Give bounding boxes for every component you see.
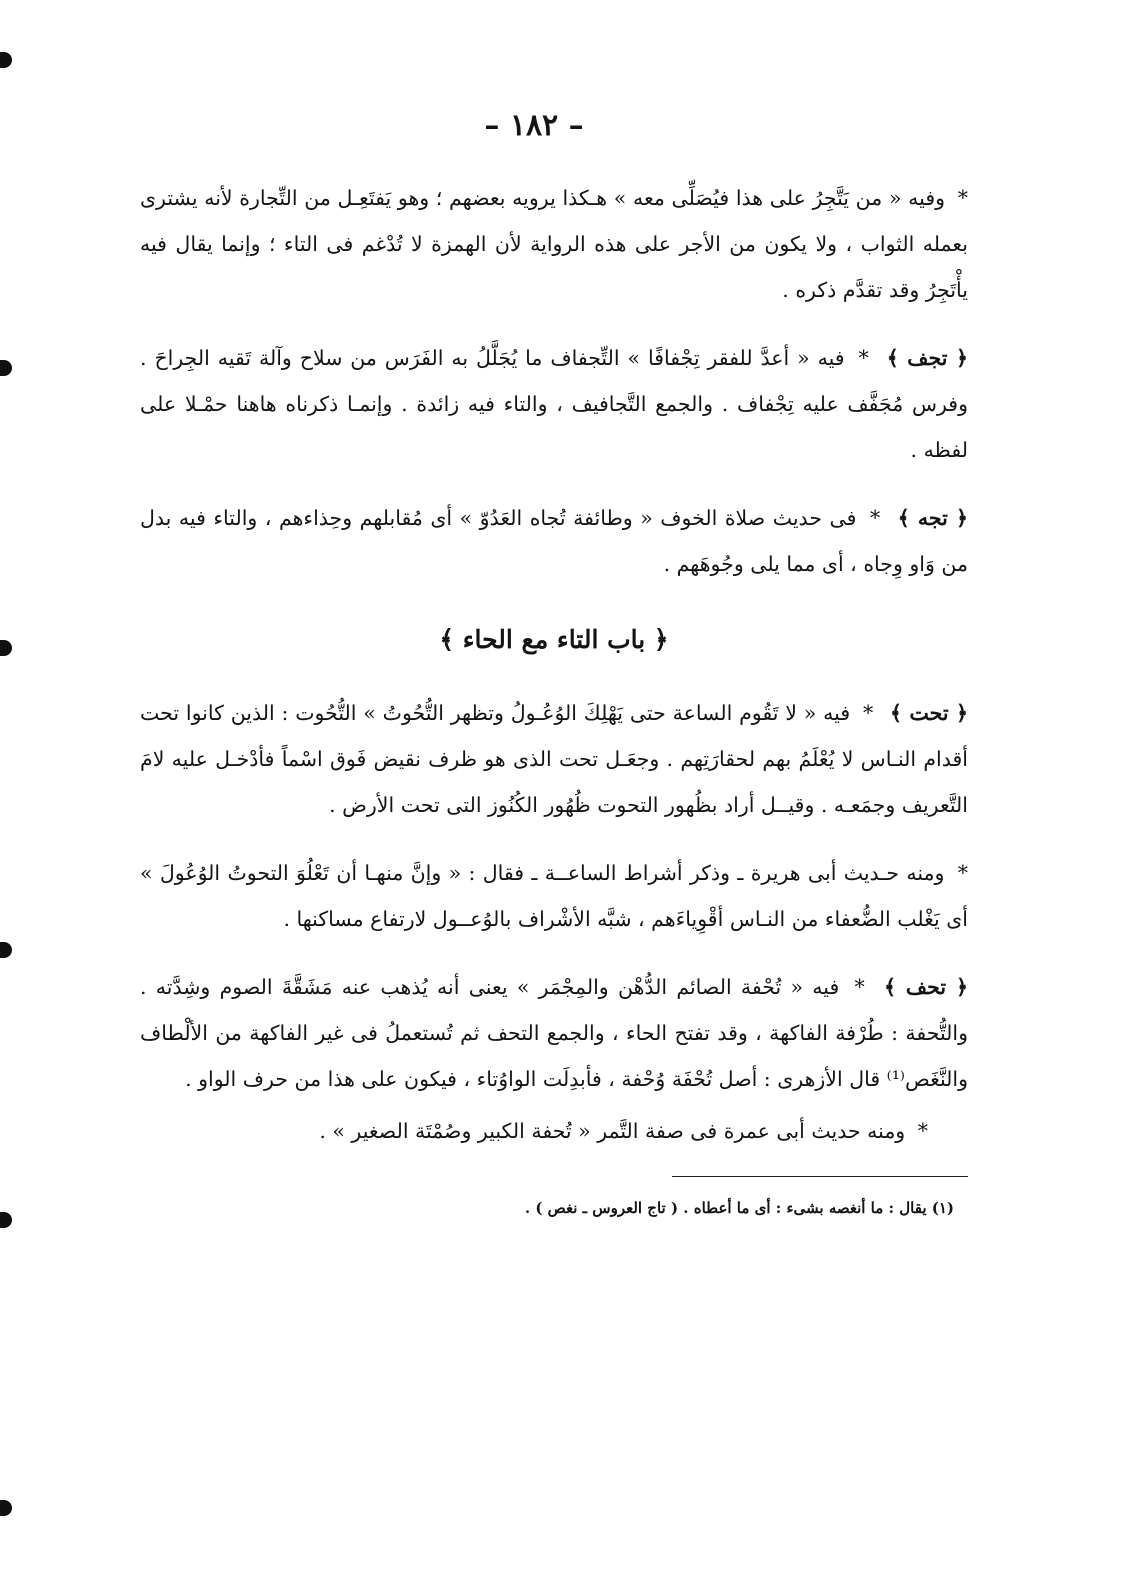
entry-text: فى حديث صلاة الخوف « وطائفة تُجاه العَدُوّ » أى مُقابلهم وحِذاءهم ، والتاء فيه بدل من وَاو وِجاه ، أى مما يلى وجُوهَهم . — [140, 506, 968, 576]
entry-paragraph — [140, 1108, 968, 1154]
entry-headword: ﴿ تحف ﴾ — [884, 975, 968, 999]
asterisk-marker: * — [917, 1119, 928, 1143]
entry-text: فيه « لا تَقُوم الساعة حتى يَهْلِكَ الوُعُـولُ وتظهر التُّحُوتُ » التُّحُوت : الذين كانوا تحت أقدام النـاس لا يُعْلَمُ بهم لحقارَتِهم . وجعَـل تحت الذى هو ظرف نقيض فَوق اسْماً فأدْخـل عليه لامَ التَّعريف وجمَعـه . وقيــل أراد بظُهور التحوت ظُهُور الكُنُوز التى تحت الأرض . — [140, 701, 968, 817]
asterisk-marker: * — [854, 975, 865, 999]
entry-text: فيه « تُحْفة الصائم الدُّهْن والمِجْمَر » يعنى أنه يُذهب عنه مَشَقَّةَ الصوم وشِدَّته . والتُّحفة : طُرْفة الفاكهة ، وقد تفتح الحاء ، والجمع التحف ثم تُستعملُ فى غير الفاكهة من الألْطاف والنَّغَص⁽¹⁾ قال الأزهرى : أصل تُحْفَة وُحْفة ، فأبدِلَت الواوُتاء ، فيكون على هذا من حرف الواو . — [140, 975, 968, 1091]
entry-text: ومنه حديث أبى عمرة فى صفة التَّمر « تُحفة الكبير وصُمْتَة الصغير » . — [319, 1119, 906, 1143]
chapter-heading: ﴿ باب التاء مع الحاء ﴾ — [439, 625, 669, 654]
footnote-divider — [672, 1176, 968, 1177]
scan-edge-mark — [0, 1500, 12, 1516]
scan-edge-mark — [0, 360, 12, 376]
asterisk-marker: * — [858, 346, 869, 370]
entry-headword: ﴿ تجه ﴾ — [897, 506, 968, 530]
asterisk-marker: * — [957, 861, 968, 885]
entry-paragraph — [140, 495, 968, 587]
entry-paragraph — [140, 964, 968, 1102]
scan-edge-mark — [0, 640, 12, 656]
entry-headword: ﴿ تحت ﴾ — [890, 701, 968, 725]
footnote: (١) يقال : ما أنغصه بشىء : أى ما أعطاه . ( تاج العروس ـ نغص ) . — [524, 1199, 954, 1217]
document-page — [140, 108, 968, 1221]
entry-headword: ﴿ تجف ﴾ — [886, 346, 968, 370]
page-number: – ١٨٢ – — [484, 108, 584, 143]
scan-edge-mark — [0, 942, 12, 958]
asterisk-marker: * — [862, 701, 874, 725]
asterisk-marker: * — [869, 506, 881, 530]
scan-edge-mark — [0, 52, 12, 68]
entry-text: ومنه حـديث أبى هريرة ـ وذكر أشراط الساعــة ـ فقال : « وإنَّ منهـا أن تَعْلُوَ التحوتُ الوُعُولَ » أى يَغْلب الضُّعفاء من النـاس أقْوِياءَهم ، شبَّه الأشْراف بالوُعــول لارتفاع مساكنها . — [140, 861, 968, 931]
entry-text: فيه « أعدَّ للفقر تِجْفافًا » التِّجفاف ما يُجَلَّلُ به الفَرَس من سلاح وآلة تَقيه الجِراحَ . وفرس مُجَفَّف عليه تِجْفاف . والجمع التَّجافيف ، والتاء فيه زائدة . وإنمـا ذكرناه هاهنا حمْـلا على لفظه . — [140, 346, 968, 462]
entry-paragraph — [140, 850, 968, 942]
entry-paragraph — [140, 690, 968, 828]
entry-paragraph — [140, 335, 968, 473]
entry-text: وفيه « من يَتَّجِرُ على هذا فيُصَلِّى معه » هـكذا يرويه بعضهم ؛ وهو يَفتَعِـل من التِّجارة لأنه يشترى بعمله الثواب ، ولا يكون من الأجر على هذه الرواية لأن الهمزة لا تُدْغم فى التاء ؛ وإنما يقال فيه يأْتَجِرُ وقد تقدَّم ذكره . — [140, 186, 968, 302]
entry-paragraph — [140, 175, 968, 313]
scan-edge-mark — [0, 1212, 12, 1228]
asterisk-marker: * — [957, 186, 968, 210]
